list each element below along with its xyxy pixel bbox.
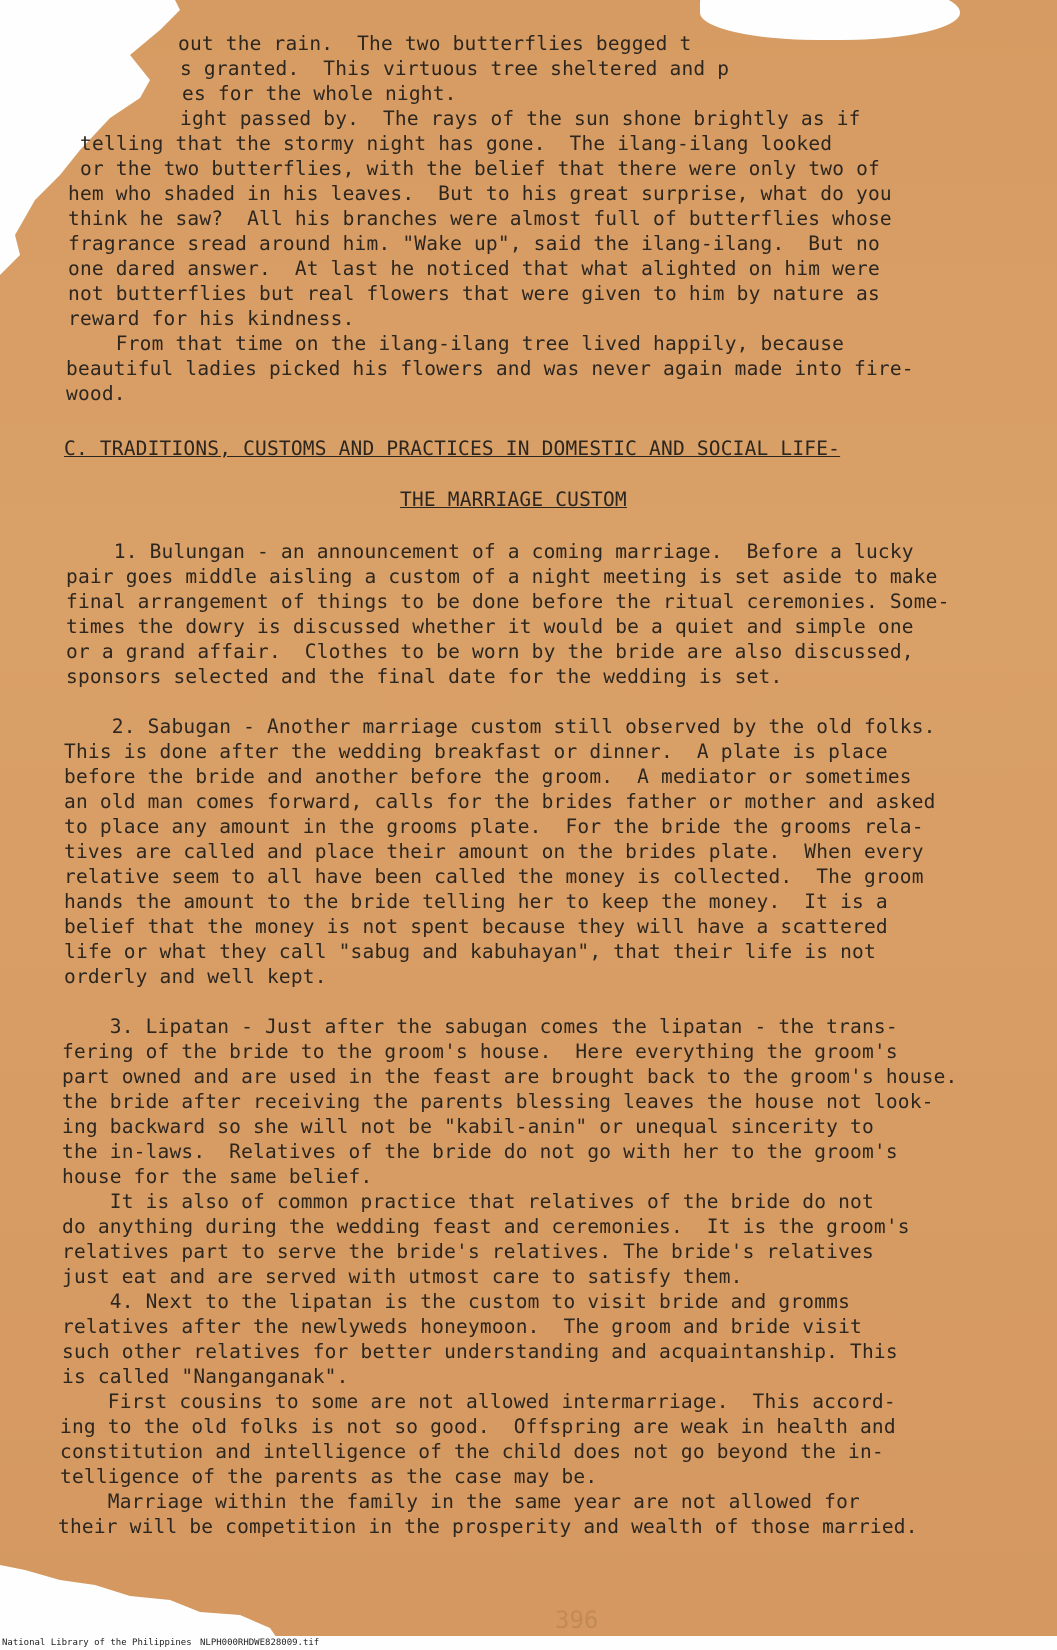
text-line: telling that the stormy night has gone. The ilang-ilang looked xyxy=(80,132,833,155)
text-line: 3. Lipatan - Just after the sabugan comes the lipatan - the trans- xyxy=(62,1015,898,1038)
text-line: This is done after the wedding breakfast or dinner. A plate is place xyxy=(64,740,888,763)
text-line: such other relatives for better understanding and acquaintanship. This xyxy=(62,1340,898,1363)
text-line: sponsors selected and the final date for the wedding is set. xyxy=(66,665,783,688)
text-line: ing to the old folks is not so good. Offspring are weak in health and xyxy=(60,1415,896,1438)
text-line: or a grand affair. Clothes to be worn by the bride are also discussed, xyxy=(66,640,914,663)
text-line: life or what they call "sabug and kabuhayan", that their life is not xyxy=(64,940,876,963)
text-line: is called "Nanganganak". xyxy=(62,1365,349,1388)
text-line: ight passed by. The rays of the sun shone brightly as if xyxy=(180,107,861,130)
text-line: do anything during the wedding feast and ceremonies. It is the groom's xyxy=(62,1215,910,1238)
text-line: relatives after the newlyweds honeymoon. The groom and bride visit xyxy=(62,1315,862,1338)
text-line: wood. xyxy=(66,382,126,405)
text-line: one dared answer. At last he noticed that what alighted on him were xyxy=(68,257,880,280)
text-line: hands the amount to the bride telling her to keep the money. It is a xyxy=(64,890,888,913)
text-line: fering of the bride to the groom's house. Here everything the groom's xyxy=(62,1040,898,1063)
text-line: just eat and are served with utmost care to satisfy them. xyxy=(62,1265,743,1288)
text-line: 2. Sabugan - Another marriage custom still observed by the old folks. xyxy=(64,715,936,738)
text-line: hem who shaded in his leaves. But to his great surprise, what do you xyxy=(68,182,892,205)
text-line: times the dowry is discussed whether it would be a quiet and simple one xyxy=(66,615,914,638)
text-line: the in-laws. Relatives of the bride do not go with her to the groom's xyxy=(62,1140,898,1163)
text-line: their will be competition in the prosperity and wealth of those married. xyxy=(58,1515,918,1538)
text-line: think he saw? All his branches were almost full of butterflies whose xyxy=(68,207,892,230)
text-line: Marriage within the family in the same year are not allowed for xyxy=(60,1490,860,1513)
text-line: 4. Next to the lipatan is the custom to visit bride and gromms xyxy=(62,1290,851,1313)
text-line: First cousins to some are not allowed intermarriage. This accord- xyxy=(60,1390,896,1413)
text-line: part owned and are used in the feast are brought back to the groom's house. xyxy=(62,1065,958,1088)
page-number: 396 xyxy=(555,1606,599,1634)
scan-footer xyxy=(0,1636,1057,1650)
text-line: relatives part to serve the bride's relatives. The bride's relatives xyxy=(62,1240,874,1263)
text-line: belief that the money is not spent because they will have a scattered xyxy=(64,915,888,938)
text-line: or the two butterflies, with the belief that there were only two of xyxy=(80,157,880,180)
text-line: It is also of common practice that relatives of the bride do not xyxy=(62,1190,874,1213)
text-line: to place any amount in the grooms plate. For the bride the grooms rela- xyxy=(64,815,924,838)
text-line: es for the whole night. xyxy=(182,82,457,105)
text-line: 1. Bulungan - an announcement of a coming marriage. Before a lucky xyxy=(66,540,914,563)
text-line: pair goes middle aisling a custom of a night meeting is set aside to make xyxy=(66,565,938,588)
text-line: before the bride and another before the groom. A mediator or sometimes xyxy=(64,765,912,788)
text-line: relative seem to all have been called the money is collected. The groom xyxy=(64,865,924,888)
footer-file-name: NLPH000RHDWE828009.tif xyxy=(200,1638,320,1648)
text-line: not butterflies but real flowers that were given to him by nature as xyxy=(68,282,880,305)
text-line: tives are called and place their amount on the brides plate. When every xyxy=(64,840,924,863)
text-line: ing backward so she will not be "kabil-anin" or unequal sincerity to xyxy=(62,1115,874,1138)
text-line: house for the same belief. xyxy=(62,1165,373,1188)
text-line: constitution and intelligence of the child does not go beyond the in- xyxy=(60,1440,884,1463)
text-line: the bride after receiving the parents blessing leaves the house not look- xyxy=(62,1090,934,1113)
text-line: From that time on the ilang-ilang tree lived happily, because xyxy=(68,332,845,355)
text-line: fragrance sread around him. "Wake up", said the ilang-ilang. But no xyxy=(68,232,880,255)
text-line: out the rain. The two butterflies begged t xyxy=(178,32,692,55)
text-line: reward for his kindness. xyxy=(68,307,355,330)
footer-library-name: National Library of the Philippines xyxy=(2,1638,192,1648)
section-subheading: THE MARRIAGE CUSTOM xyxy=(400,488,627,511)
text-line: beautiful ladies picked his flowers and was never again made into fire- xyxy=(66,357,914,380)
text-line: telligence of the parents as the case may be. xyxy=(60,1465,598,1488)
text-line: orderly and well kept. xyxy=(64,965,327,988)
text-line: an old man comes forward, calls for the brides father or mother and asked xyxy=(64,790,936,813)
section-heading: C. TRADITIONS, CUSTOMS AND PRACTICES IN DOMESTIC AND SOCIAL LIFE- xyxy=(64,437,841,460)
text-line: s granted. This virtuous tree sheltered and p xyxy=(180,57,730,80)
text-line: final arrangement of things to be done before the ritual ceremonies. Some- xyxy=(66,590,950,613)
